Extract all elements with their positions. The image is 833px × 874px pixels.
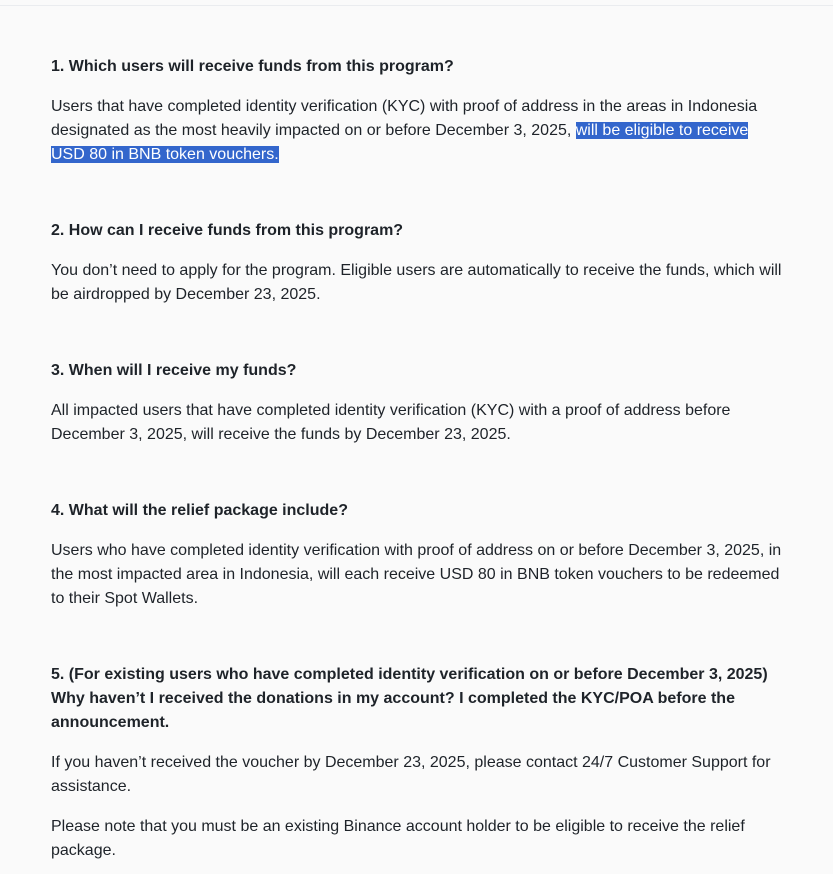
faq-answer-1[interactable] — [51, 95, 786, 167]
faq-item-3 — [51, 359, 786, 447]
faq-question-4: 4. What will the relief package include? — [51, 502, 348, 519]
selected-text-highlight[interactable]: will be eligible to receive USD 80 in BNB token vouchers. — [51, 122, 749, 163]
faq-item-4 — [51, 499, 786, 611]
faq-question-1: 1. Which users will receive funds from this program? — [51, 58, 454, 75]
faq-item-2 — [51, 219, 786, 307]
faq-answer-4: Users who have completed identity verification with proof of address on or before December 3, 2025, in the most impacted area in Indonesia, will each receive USD 80 in BNB token vouchers to be redeemed to their Spot Wallets. — [51, 542, 782, 607]
faq-answer-3: All impacted users that have completed identity verification (KYC) with a proof of address before December 3, 2025, will receive the funds by December 23, 2025. — [51, 402, 731, 443]
faq-answer-2: You don’t need to apply for the program. Eligible users are automatically to receive the funds, which will be airdropped by December 23, 2025. — [51, 262, 782, 303]
top-divider — [0, 0, 833, 6]
faq-item-5 — [51, 663, 786, 863]
faq-question-2: 2. How can I receive funds from this program? — [51, 222, 404, 239]
faq-answer-5-note: Please note that you must be an existing Binance account holder to be eligible to receive the relief package. — [51, 818, 745, 859]
faq-question-3: 3. When will I receive my funds? — [51, 362, 297, 379]
faq-question-5: 5. (For existing users who have completed identity verification on or before December 3, 2025) Why haven’t I received the donations in my account? I completed the KYC/POA before the announcement. — [51, 666, 768, 731]
faq-section — [51, 55, 786, 863]
faq-answer-1-text: Users that have completed identity verification (KYC) with proof of address in the areas in Indonesia designated as the most heavily impacted on or before December 3, 2025, — [51, 98, 758, 139]
faq-answer-5: If you haven’t received the voucher by December 23, 2025, please contact 24/7 Customer Support for assistance. — [51, 754, 771, 795]
faq-item-1 — [51, 55, 786, 167]
